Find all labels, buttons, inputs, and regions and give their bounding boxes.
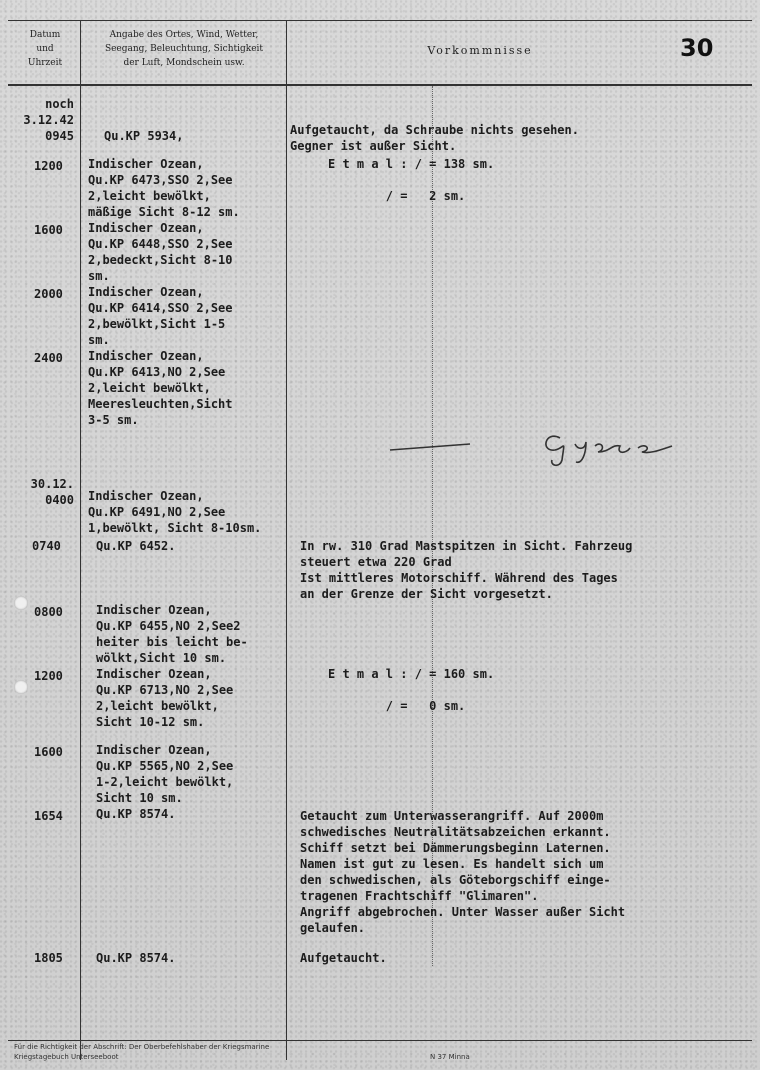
entry-time: 30.12. 0400 bbox=[30, 477, 74, 507]
footer-note: N 37 Minna bbox=[430, 1053, 470, 1061]
entry-time: 1600 bbox=[34, 223, 63, 237]
entry-events: E t m a l : / = 138 sm. / = 2 sm. bbox=[328, 157, 495, 203]
entry-time: 1600 bbox=[34, 745, 63, 759]
entry-events: In rw. 310 Grad Mastspitzen in Sicht. Fahrzeug steuert etwa 220 Grad Ist mittleres Motorschiff. Während des Tages an der Grenze der Sicht vorgesetzt. bbox=[300, 539, 633, 601]
header-bottom-rule bbox=[8, 84, 752, 86]
entry-time: 1200 bbox=[34, 669, 63, 683]
footer-note: Kriegstagebuch Unterseeboot bbox=[14, 1053, 119, 1061]
page-number: 30 bbox=[680, 34, 714, 62]
entry-place: Indischer Ozean, Qu.KP 6455,NO 2,See2 heiter bis leicht be- wölkt,Sicht 10 sm. bbox=[96, 603, 248, 665]
entry-time: 0740 bbox=[32, 539, 61, 553]
entry-place: Indischer Ozean, Qu.KP 6448,SSO 2,See 2,bedeckt,Sicht 8-10 sm. bbox=[88, 221, 233, 283]
entry-place: Qu.KP 8574. bbox=[96, 807, 176, 821]
handwritten-signature bbox=[380, 420, 690, 470]
entry-place: Qu.KP 8574. bbox=[96, 951, 176, 965]
column-divider-1 bbox=[80, 20, 81, 1060]
entry-events: Aufgetaucht. bbox=[300, 951, 387, 965]
header-events: Vorkommnisse bbox=[427, 44, 533, 57]
entry-place: Qu.KP 5934, bbox=[104, 129, 184, 143]
entry-place: Indischer Ozean, Qu.KP 6473,SSO 2,See 2,leicht bewölkt, mäßige Sicht 8-12 sm. bbox=[88, 157, 240, 219]
entry-place: Indischer Ozean, Qu.KP 6713,NO 2,See 2,leicht bewölkt, Sicht 10-12 sm. bbox=[96, 667, 234, 729]
entry-place: Indischer Ozean, Qu.KP 5565,NO 2,See 1-2,leicht bewölkt, Sicht 10 sm. bbox=[96, 743, 234, 805]
entry-time: 1805 bbox=[34, 951, 63, 965]
entry-place: Qu.KP 6452. bbox=[96, 539, 176, 553]
entry-events: Aufgetaucht, da Schraube nichts gesehen. Gegner ist außer Sicht. bbox=[290, 123, 579, 153]
column-divider-2 bbox=[286, 20, 287, 1060]
entry-time: 2400 bbox=[34, 351, 63, 365]
header-top-rule bbox=[8, 20, 752, 21]
footer-rule bbox=[8, 1040, 752, 1041]
entry-time: 2000 bbox=[34, 287, 63, 301]
entry-time: 1654 bbox=[34, 809, 63, 823]
entry-events: E t m a l : / = 160 sm. / = 0 sm. bbox=[328, 667, 495, 713]
entry-place: Indischer Ozean, Qu.KP 6491,NO 2,See 1,bewölkt, Sicht 8-10sm. bbox=[88, 489, 262, 535]
header-place-weather: Angabe des Ortes, Wind, Wetter, Seegang, Beleuchtung, Sichtigkeit der Luft, Mondschein usw. bbox=[104, 30, 264, 68]
entry-time: 0800 bbox=[34, 605, 63, 619]
entry-events: Getaucht zum Unterwasserangriff. Auf 2000m schwedisches Neutralitätsabzeichen erkannt. Schiff setzt bei Dämmerungsbeginn Laternen. Namen ist gut zu lesen. Es handelt sich um den schwedischen, als Göteborgschiff einge- tragenen Frachtschiff "Glimaren". Angriff abgebrochen. Unter Wasser außer Sicht gelaufen. bbox=[300, 809, 626, 935]
punch-hole bbox=[14, 680, 28, 694]
punch-hole bbox=[14, 596, 28, 610]
entry-place: Indischer Ozean, Qu.KP 6414,SSO 2,See 2,bewölkt,Sicht 1-5 sm. bbox=[88, 285, 233, 347]
header-date-time: Datum und Uhrzeit bbox=[27, 30, 63, 68]
entry-time: noch 3.12.42 0945 bbox=[23, 97, 74, 143]
footer-note: Für die Richtigkeit der Abschrift: Der Oberbefehlshaber der Kriegsmarine bbox=[14, 1043, 270, 1051]
entry-time: 1200 bbox=[34, 159, 63, 173]
entry-place: Indischer Ozean, Qu.KP 6413,NO 2,See 2,leicht bewölkt, Meeresleuchten,Sicht 3-5 sm. bbox=[88, 349, 233, 427]
